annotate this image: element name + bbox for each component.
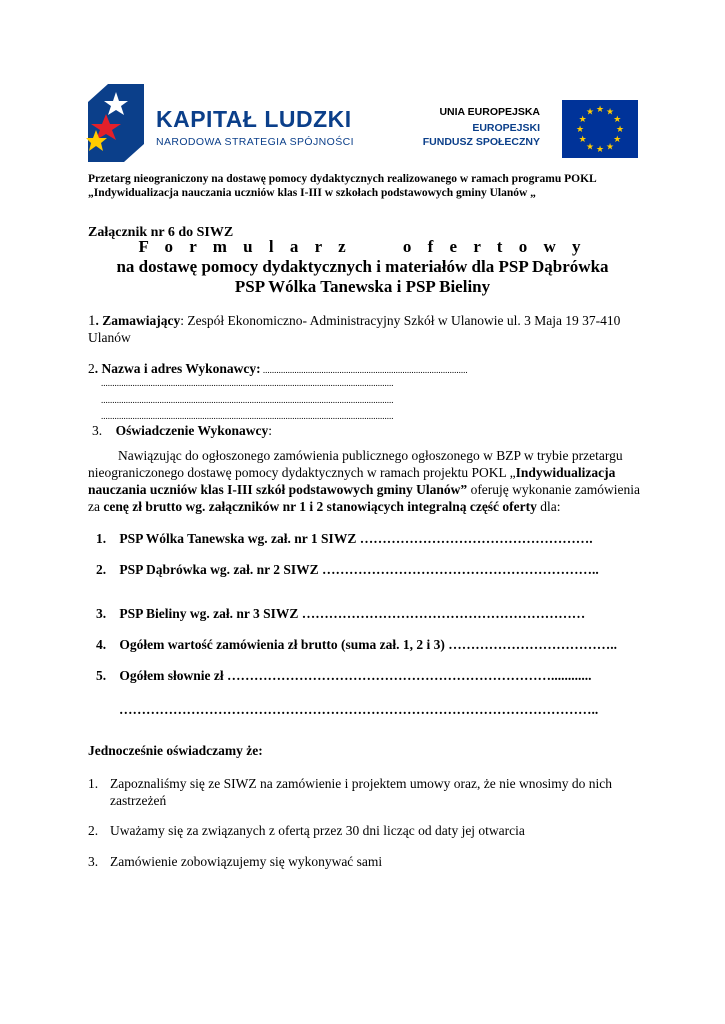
declaration-item-3-number: 3. bbox=[88, 854, 99, 869]
eu-flag-icon bbox=[562, 100, 638, 158]
section-2-contractor bbox=[88, 360, 468, 379]
price-item-5-text: Ogółem słownie zł ………………………………………………………………............ bbox=[119, 668, 592, 683]
price-item-2[interactable] bbox=[96, 561, 599, 578]
svg-text:★: ★ bbox=[613, 115, 622, 125]
statement-line-2 bbox=[88, 464, 648, 481]
section-3-colon: : bbox=[268, 423, 273, 438]
declaration-item-3 bbox=[88, 853, 382, 870]
section-1-contracting-authority bbox=[88, 312, 620, 330]
eu-subtitle-1: EUROPEJSKI bbox=[472, 122, 540, 134]
statement-line-3 bbox=[88, 481, 648, 498]
svg-text:★: ★ bbox=[605, 142, 615, 153]
eu-title: UNIA EUROPEJSKA bbox=[439, 106, 540, 118]
contractor-address-field-3[interactable]: .................................................................................................................................. bbox=[101, 411, 394, 421]
price-item-1[interactable] bbox=[96, 530, 593, 547]
section-1-label: . Zamawiający bbox=[95, 313, 181, 328]
form-title-line-2: na dostawę pomocy dydaktycznych i materiałów dla PSP Dąbrówka bbox=[116, 257, 609, 276]
svg-text:★: ★ bbox=[615, 125, 625, 135]
declarations-heading: Jednocześnie oświadczamy że: bbox=[88, 743, 263, 758]
section-3-heading bbox=[92, 422, 272, 439]
svg-text:★: ★ bbox=[585, 107, 595, 118]
section-3-label: Oświadczenie Wykonawcy bbox=[115, 423, 269, 438]
price-item-1-number: 1. bbox=[96, 531, 107, 546]
statement-line-4-b: cenę zł brutto wg. załączników nr 1 i 2 stanowiących integralną część oferty bbox=[103, 499, 537, 514]
form-title bbox=[0, 237, 725, 297]
declaration-item-1-line-2: zastrzeżeń bbox=[110, 793, 167, 808]
price-item-3-number: 3. bbox=[96, 606, 107, 621]
kapital-ludzki-title: KAPITAŁ LUDZKI bbox=[156, 106, 352, 132]
tender-header-line-2: „Indywidualizacja nauczania uczniów klas I-III w szkołach podstawowych gminy Ulanów „ bbox=[88, 187, 536, 199]
svg-text:★: ★ bbox=[578, 115, 587, 125]
declaration-item-2 bbox=[88, 822, 525, 839]
section-2-label: . Nazwa i adres Wykonawcy: bbox=[94, 361, 261, 376]
kapital-ludzki-emblem-icon bbox=[86, 84, 146, 162]
contractor-address-field-2[interactable]: .................................................................................................................................. bbox=[101, 395, 394, 405]
kapital-ludzki-logo bbox=[86, 84, 356, 162]
section-1-text: : Zespół Ekonomiczno- Administracyjny Szkół w Ulanowie ul. 3 Maja 19 37-410 bbox=[180, 313, 621, 328]
tender-header-line-1: Przetarg nieograniczony na dostawę pomocy dydaktycznych realizowanego w ramach programu POKL bbox=[88, 173, 597, 185]
form-title-line-3: PSP Wólka Tanewska i PSP Bieliny bbox=[234, 277, 491, 296]
attachment-label: Załącznik nr 6 do SIWZ bbox=[88, 225, 234, 240]
statement-line-2-a: nieograniczonego dostawę pomocy dydaktycznych w ramach projektu POKL „ bbox=[88, 465, 516, 480]
contractor-address-field-1[interactable]: .................................................................................................................................. bbox=[101, 378, 394, 388]
price-item-5-number: 5. bbox=[96, 668, 107, 683]
statement-line-1: Nawiązując do ogłoszonego zamówienia publicznego ogłoszonego w BZP w trybie przetargu bbox=[118, 448, 623, 463]
price-item-3-text: PSP Bieliny wg. zał. nr 3 SIWZ ……………………………………………………… bbox=[119, 606, 586, 621]
svg-text:★: ★ bbox=[585, 142, 595, 153]
price-item-2-text: PSP Dąbrówka wg. zał. nr 2 SIWZ …………………………………………………….. bbox=[119, 562, 599, 577]
price-item-4-number: 4. bbox=[96, 637, 107, 652]
statement-line-3-b: oferuję wykonanie zamówienia bbox=[467, 482, 640, 497]
statement-line-4-c: dla: bbox=[536, 499, 561, 514]
declaration-item-1-line-1: Zapoznaliśmy się ze SIWZ na zamówienie i projektem umowy oraz, że nie wnosimy do nich bbox=[110, 776, 612, 791]
section-1-number: 1 bbox=[88, 313, 96, 329]
svg-text:★: ★ bbox=[595, 105, 605, 115]
price-item-5[interactable] bbox=[96, 667, 592, 684]
form-title-line-1: F o r m u l a r z o f e r t o w y bbox=[138, 237, 587, 256]
section-3-number: 3. bbox=[92, 423, 103, 438]
price-item-4-text: Ogółem wartość zamówienia zł brutto (suma zał. 1, 2 i 3) ……………………………….. bbox=[119, 637, 617, 652]
svg-text:★: ★ bbox=[595, 145, 605, 155]
svg-text:★: ★ bbox=[605, 107, 615, 118]
statement-line-2-b: Indywidualizacja bbox=[515, 465, 616, 480]
svg-text:★: ★ bbox=[613, 135, 622, 145]
declaration-item-2-line-1: Uważamy się za związanych z ofertą przez 30 dni licząc od daty jej otwarcia bbox=[110, 823, 525, 838]
statement-line-4 bbox=[88, 498, 648, 515]
svg-text:★: ★ bbox=[578, 135, 587, 145]
price-item-4[interactable] bbox=[96, 636, 617, 653]
price-item-1-text: PSP Wólka Tanewska wg. zał. nr 1 SIWZ ……………………………………………. bbox=[119, 531, 593, 546]
price-item-2-number: 2. bbox=[96, 562, 107, 577]
eu-logo bbox=[422, 100, 638, 158]
declaration-item-1-number: 1. bbox=[88, 776, 99, 791]
statement-line-3-a: nauczania uczniów klas I-III szkół podstawowych gminy Ulanów” bbox=[88, 482, 468, 497]
price-in-words-field[interactable]: …………………………………………………………………………………………….. bbox=[119, 702, 599, 717]
price-item-3[interactable] bbox=[96, 605, 585, 622]
eu-subtitle-2: FUNDUSZ SPOŁECZNY bbox=[422, 136, 540, 148]
declaration-item-2-number: 2. bbox=[88, 823, 99, 838]
section-2-number: 2 bbox=[88, 361, 95, 376]
declaration-item-1 bbox=[88, 775, 612, 792]
svg-text:★: ★ bbox=[575, 125, 585, 135]
section-1-text-line-2: Ulanów bbox=[88, 330, 131, 345]
declaration-item-3-line-1: Zamówienie zobowiązujemy się wykonywać sami bbox=[110, 854, 383, 869]
contractor-statement bbox=[88, 447, 648, 515]
kapital-ludzki-subtitle: NARODOWA STRATEGIA SPÓJNOŚCI bbox=[156, 136, 354, 148]
contractor-name-field[interactable]: ........................................................................................... bbox=[260, 365, 468, 375]
statement-line-4-a: za bbox=[88, 499, 104, 514]
